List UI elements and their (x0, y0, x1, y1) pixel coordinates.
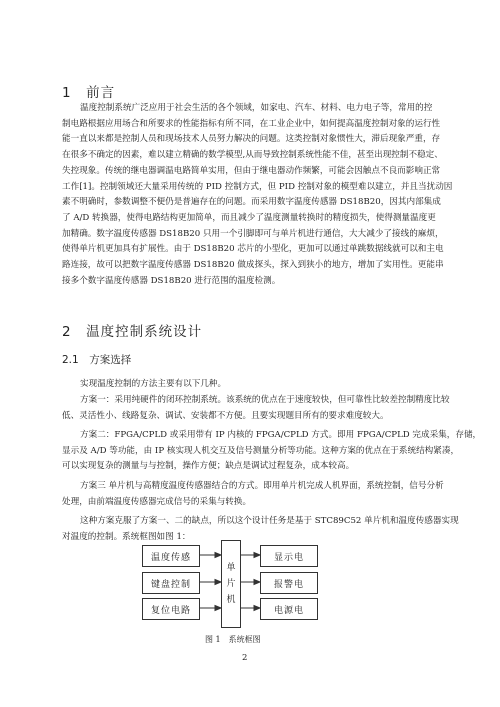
text-line: 失控现象。传统的继电器调温电路简单实用，但由于继电器动作频繁，可能会因触点不良而影响正常 (62, 165, 441, 176)
display-circuit-block: 显示电 (260, 545, 318, 567)
text-line: 方案一：采用纯硬件的闭环控制系统。该系统的优点在于速度较快，但可靠性比较差控制精度比较 (80, 395, 450, 405)
text-line: 低、灵活性小、线路复杂、调试、安装都不方便。且要实现题目所有的要求难度较大。 (62, 410, 389, 421)
text-line: 处理，由前端温度传感器完成信号的采集与转换。 (62, 496, 252, 507)
text-line: 对温度的控制。系统框图如图 1： (62, 531, 191, 542)
text-line: 使得单片机更加具有扩展性。由于 DS18B20 芯片的小型化，更加可以通过单跳数据线就可以和主电 (62, 244, 444, 255)
text-line: 了 A/D 转换器，使得电路结构更加简单，而且减少了温度测量转换时的精度损失，使得测量温度更 (62, 212, 436, 223)
microcontroller-char: 片 (226, 579, 236, 589)
microcontroller-char: 机 (226, 595, 236, 605)
text-line: 制电路根据应用场合和所要求的性能指标有所不同，在工业企业中，如何提高温度控制对象的运行性 (62, 118, 441, 129)
text-line: 在很多不确定的因素，难以建立精确的数学模型,从而导致控制系统性能不佳，甚至出现控制不稳定、 (62, 150, 443, 161)
plan-intro: 实现温度控制的方法主要有以下几种。 (80, 379, 227, 389)
text-line: 工作[1]。控制领域还大量采用传统的 PID 控制方式，但 PID 控制对象的模型难以建立，并且当扰动因 (62, 181, 453, 192)
text-line: 显示及 A/D 等功能，由 IP 核实现人机交互及信号测量分析等功能。这种方案的优点在于系统结构紧凑， (62, 445, 460, 456)
text-line: 这种方案克服了方案一、二的缺点，所以这个设计任务是基于 STC89C52 单片机和温度传感器实现 (80, 516, 459, 526)
temperature-sensor-block: 温度传感 (142, 545, 200, 567)
text-line: 可以实现复杂的测量与与控制，操作方便；缺点是调试过程复杂，成本较高。 (62, 461, 355, 472)
figure-caption: 图 1 系统框图 (205, 635, 261, 644)
text-line: 能一直以来都是控制人员和现场技术人员努力解决的问题。这类控制对象惯性大，滞后现象严重，存 (62, 134, 441, 145)
section-2-heading: 2 温度控制系统设计 (62, 324, 203, 340)
text-line: 方案三 单片机与高精度温度传感器结合的方式。即用单片机完成人机界面，系统控制，信号分析 (80, 481, 444, 491)
reset-circuit-block: 复位电路 (142, 598, 200, 620)
subsection-2-1-heading: 2.1 方案选择 (62, 354, 132, 366)
keyboard-control-block: 键盘控制 (142, 572, 200, 594)
text-line: 加精确。数字温度传感器 DS18B20 只用一个引脚即可与单片机进行通信，大大减少了接线的麻烦， (62, 228, 444, 239)
text-line: 温度控制系统广泛应用于社会生活的各个领域，如家电、汽车、材料、电力电子等，常用的控 (80, 103, 433, 113)
text-line: 接多个数字温度传感器 DS18B20 进行范围的温度检测。 (62, 275, 281, 286)
section-1-heading: 1 前言 (62, 85, 116, 101)
power-circuit-block: 电源电 (260, 598, 318, 620)
page-number: 2 (242, 653, 248, 663)
text-line: 方案二：FPGA/CPLD 或采用带有 IP 内核的 FPGA/CPLD 方式。即用 FPGA/CPLD 完成采集，存储， (80, 430, 482, 440)
microcontroller-char: 单 (226, 563, 236, 573)
alarm-circuit-block: 报警电 (260, 572, 318, 594)
microcontroller-block (221, 540, 241, 628)
text-line: 素不明确时，参数调整不便仍是普遍存在的问题。而采用数字温度传感器 DS18B20，因其内部集成 (62, 197, 441, 208)
text-line: 路连接，故可以把数字温度传感器 DS18B20 做成探头，探入到狭小的地方，增加了实用性。更能串 (62, 260, 444, 271)
